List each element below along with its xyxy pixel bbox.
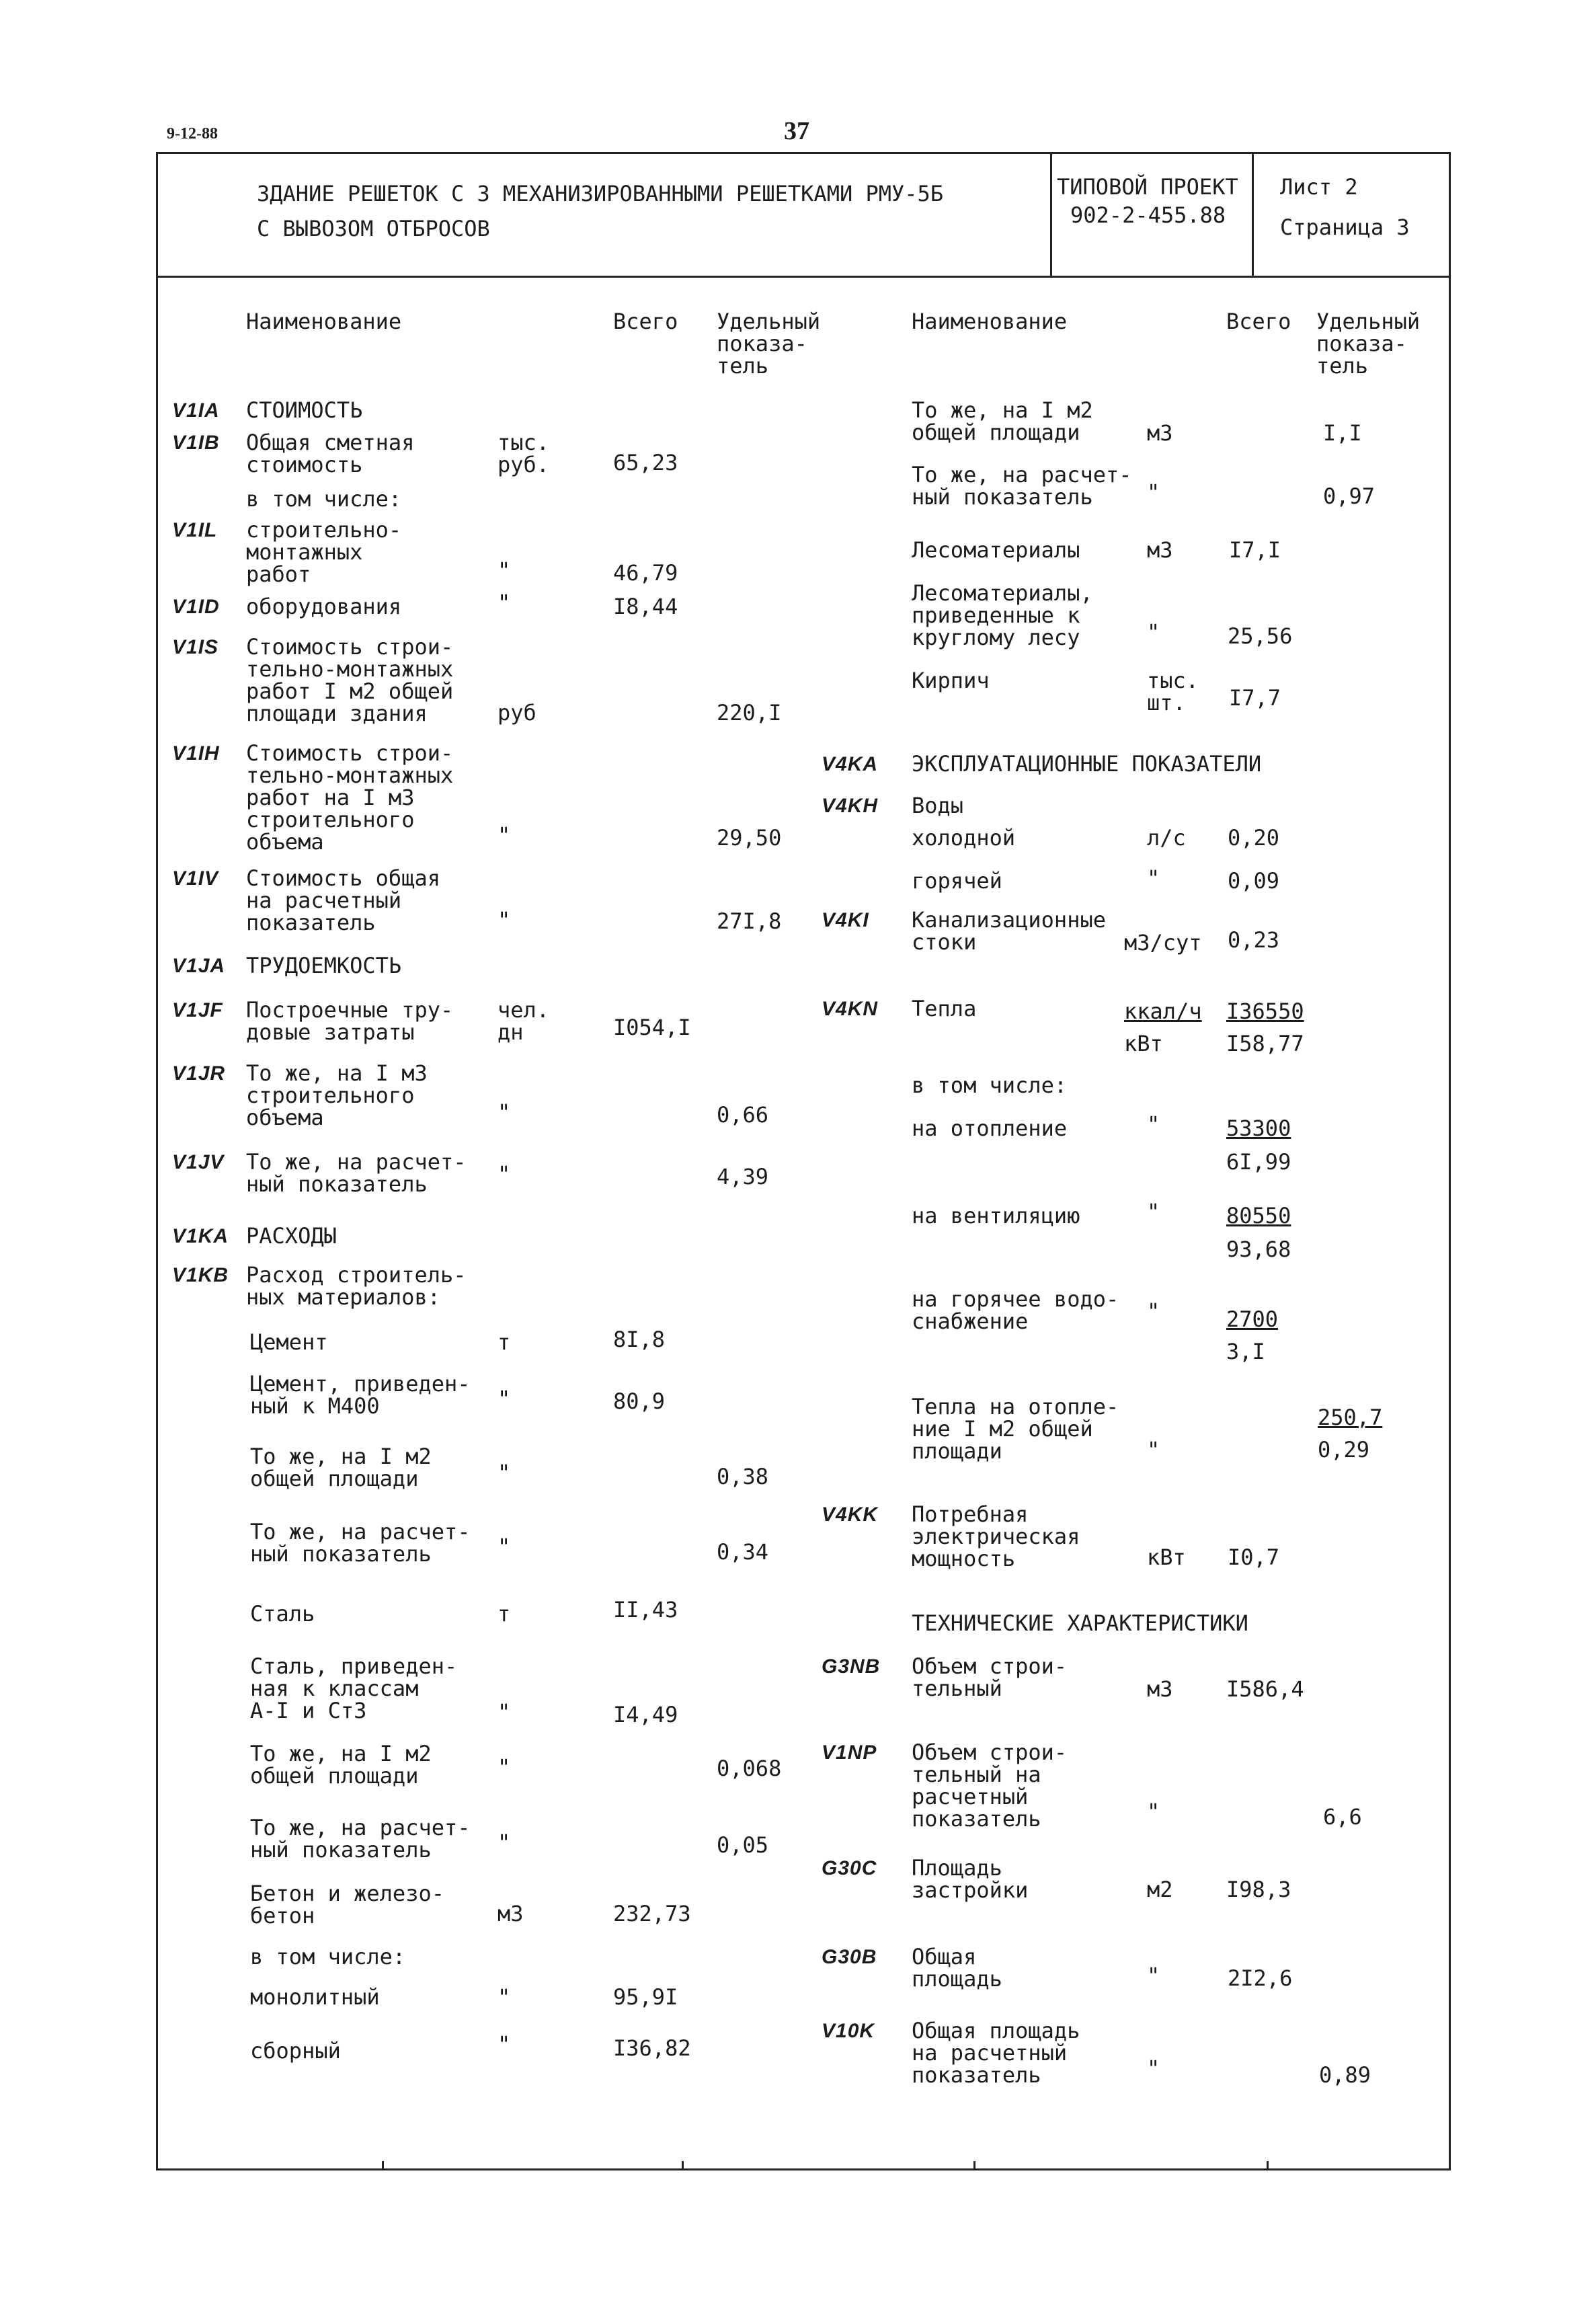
- row-name: РАСХОДЫ: [246, 1223, 337, 1249]
- row-unit: ": [1147, 1799, 1160, 1824]
- row-name: Стоимость строи- тельно-монтажных работ на I м3 строительного объема: [246, 740, 454, 855]
- row-unit: м3: [1147, 537, 1173, 563]
- row-total: II,43: [613, 1597, 678, 1622]
- row-name: Тепла на отопле- ние I м2 общей площади: [912, 1394, 1119, 1464]
- row-code: V1JF: [172, 999, 223, 1021]
- row-total: 8I,8: [613, 1327, 666, 1352]
- row-total: I4,49: [613, 1702, 678, 1727]
- row-name: Сталь: [250, 1601, 315, 1627]
- left-header-name: Наименование: [246, 309, 402, 334]
- right-header-specific: Удельный показа- тель: [1316, 309, 1421, 379]
- right-header-total: Всего: [1226, 309, 1291, 334]
- row-unit: ": [1147, 865, 1160, 891]
- row-total: I0,7: [1228, 1544, 1280, 1570]
- row-total: 95,9I: [613, 1984, 678, 2010]
- left-header-specific: Удельный показа- тель: [717, 309, 821, 379]
- row-total: 80,9: [613, 1388, 666, 1414]
- row-total: I36550: [1226, 999, 1304, 1024]
- row-unit: ": [497, 1460, 511, 1485]
- row-specific: 4,39: [717, 1164, 769, 1189]
- row-unit: ": [1147, 1111, 1160, 1137]
- row-total: 0,20: [1228, 825, 1280, 851]
- row-total: I586,4: [1226, 1676, 1304, 1702]
- frame-tick: [973, 2161, 975, 2170]
- row-unit: тыс. руб.: [497, 430, 550, 477]
- right-header-name: Наименование: [912, 309, 1068, 334]
- row-name: Цемент: [250, 1329, 328, 1355]
- row-unit: тыс. шт.: [1147, 668, 1199, 715]
- row-specific: 0,34: [717, 1539, 769, 1565]
- row-code: V1IH: [172, 742, 220, 765]
- row-unit: ": [497, 1984, 511, 2010]
- row-name: То же, на I м3 строительного объема: [246, 1060, 428, 1130]
- stamp-divider: [156, 276, 1451, 278]
- row-total: 232,73: [613, 1901, 691, 1926]
- row-name: в том числе:: [912, 1072, 1068, 1098]
- row-name: Стоимость строи- тельно-монтажных работ I м2 общей площади здания: [246, 634, 454, 726]
- row-name: Площадь застройки: [912, 1855, 1029, 1903]
- row-code: G30B: [822, 1946, 877, 1968]
- row-total: 80550: [1226, 1203, 1291, 1228]
- row-specific: 6,6: [1323, 1804, 1362, 1830]
- row-unit-secondary: кВт: [1124, 1031, 1163, 1056]
- row-unit: ": [497, 2031, 511, 2057]
- stamp-project-label: ТИПОВОЙ ПРОЕКТ: [1057, 174, 1238, 200]
- row-name: Объем строи- тельный на расчетный показатель: [912, 1739, 1068, 1832]
- row-name: ТРУДОЕМКОСТЬ: [246, 953, 402, 978]
- page-number: 37: [784, 117, 809, 145]
- row-unit: м2: [1147, 1877, 1173, 1902]
- row-specific: 27I,8: [717, 908, 782, 934]
- row-total: 25,56: [1228, 623, 1293, 649]
- row-unit: ": [497, 1099, 511, 1125]
- row-code: V10K: [822, 2020, 875, 2042]
- row-specific: 0,38: [717, 1464, 769, 1489]
- row-specific: 250,7: [1318, 1405, 1383, 1430]
- row-name: Расход строитель- ных материалов:: [246, 1262, 467, 1310]
- row-total: 0,09: [1228, 868, 1280, 894]
- row-unit: т: [497, 1329, 511, 1355]
- row-code: V1IA: [172, 399, 220, 422]
- row-name: ЭКСПЛУАТАЦИОННЫЕ ПОКАЗАТЕЛИ: [912, 751, 1262, 777]
- row-name: Лесоматериалы: [912, 537, 1080, 563]
- row-name: на вентиляцию: [912, 1203, 1080, 1228]
- frame-tick: [1267, 2161, 1269, 2170]
- row-unit: ": [1147, 1298, 1160, 1324]
- row-name: сборный: [250, 2038, 341, 2064]
- row-name: ТЕХНИЧЕСКИЕ ХАРАКТЕРИСТИКИ: [912, 1610, 1248, 1636]
- row-unit: ": [497, 1534, 511, 1559]
- row-unit: кВт: [1147, 1544, 1186, 1570]
- row-specific: 0,068: [717, 1756, 782, 1781]
- row-name: То же, на I м2 общей площади: [250, 1444, 432, 1491]
- row-unit: ": [1147, 2056, 1160, 2081]
- row-unit: ": [1147, 479, 1160, 505]
- row-name: То же, на расчет- ный показатель: [250, 1815, 471, 1863]
- row-name: строительно- монтажных работ: [246, 517, 402, 587]
- row-code: V1KB: [172, 1264, 229, 1286]
- row-unit: чел. дн: [497, 997, 550, 1045]
- row-unit: ": [497, 590, 511, 615]
- row-name: То же, на I м2 общей площади: [912, 397, 1093, 445]
- row-specific: 0,05: [717, 1832, 769, 1858]
- row-code: V1ID: [172, 596, 220, 618]
- stamp-divider-1: [1050, 152, 1052, 277]
- row-total: I7,I: [1229, 537, 1281, 563]
- row-name: в том числе:: [246, 486, 402, 512]
- row-name: То же, на расчет- ный показатель: [912, 462, 1132, 510]
- row-code: V1NP: [822, 1741, 877, 1764]
- row-specific: 220,I: [717, 700, 782, 726]
- document-date: 9-12-88: [167, 125, 218, 143]
- row-code: V1IS: [172, 636, 219, 658]
- row-name: Общая сметная стоимость: [246, 430, 415, 477]
- row-total: 2I2,6: [1228, 1965, 1293, 1991]
- row-name: Сталь, приведен- ная к классам А-I и Ст3: [250, 1653, 458, 1723]
- row-total: I7,7: [1229, 685, 1281, 711]
- row-unit: ": [1147, 1963, 1160, 1988]
- row-specific: 29,50: [717, 825, 782, 851]
- row-total-secondary: 6I,99: [1226, 1149, 1291, 1175]
- row-code: V4KN: [822, 998, 879, 1020]
- row-total: 53300: [1226, 1116, 1291, 1141]
- row-code: G30C: [822, 1857, 877, 1879]
- row-unit: м3: [497, 1901, 524, 1926]
- frame-tick: [682, 2161, 684, 2170]
- row-unit: ": [497, 1386, 511, 1411]
- row-name: Построечные тру- довые затраты: [246, 997, 454, 1045]
- row-name: Общая площадь на расчетный показатель: [912, 2018, 1080, 2088]
- row-code: V1IB: [172, 432, 220, 454]
- row-code: V4KA: [822, 753, 879, 775]
- row-unit: м3: [1147, 1676, 1173, 1702]
- row-total-secondary: I58,77: [1226, 1031, 1304, 1056]
- row-code: V1IV: [172, 867, 219, 890]
- row-name: в том числе:: [250, 1944, 406, 1969]
- row-total: I36,82: [613, 2035, 691, 2061]
- row-unit: ": [497, 557, 511, 583]
- row-code: V1JA: [172, 955, 226, 977]
- row-name: Тепла: [912, 996, 977, 1021]
- row-specific: 0,97: [1323, 483, 1375, 509]
- frame-tick: [382, 2161, 384, 2170]
- row-name: на отопление: [912, 1116, 1068, 1141]
- row-code: V1IL: [172, 519, 218, 541]
- row-name: То же, на I м2 общей площади: [250, 1741, 432, 1789]
- row-code: V1JR: [172, 1062, 226, 1085]
- stamp-divider-2: [1252, 152, 1254, 277]
- row-unit: м3: [1147, 420, 1173, 446]
- row-name: Объем строи- тельный: [912, 1653, 1068, 1701]
- row-name: Канализационные стоки: [912, 907, 1106, 955]
- row-code: V4KH: [822, 795, 879, 817]
- row-unit: руб: [497, 700, 536, 726]
- row-total-secondary: 3,I: [1226, 1339, 1265, 1364]
- row-unit: м3/сут: [1124, 930, 1202, 955]
- row-name: горячей: [912, 868, 1002, 894]
- stamp-sheet: Лист 2: [1280, 174, 1358, 200]
- row-name: Бетон и железо- бетон: [250, 1881, 444, 1928]
- stamp-project-number: 902-2-455.88: [1070, 202, 1226, 228]
- row-unit: ": [497, 907, 511, 933]
- row-name: на горячее водо- снабжение: [912, 1286, 1119, 1334]
- row-name: монолитный: [250, 1984, 380, 2010]
- row-code: G3NB: [822, 1655, 881, 1678]
- row-unit: ": [497, 1830, 511, 1855]
- row-name: Кирпич: [912, 668, 990, 693]
- row-total-secondary: 93,68: [1226, 1237, 1291, 1262]
- row-total: 46,79: [613, 560, 678, 586]
- row-code: V4KK: [822, 1503, 879, 1526]
- row-unit: ": [497, 1699, 511, 1725]
- row-total: 65,23: [613, 450, 678, 475]
- row-name: Общая площадь: [912, 1944, 1002, 1992]
- row-name: Цемент, приведен- ный к М400: [250, 1371, 471, 1419]
- left-header-total: Всего: [613, 309, 678, 334]
- row-total: 0,23: [1228, 927, 1280, 953]
- row-specific-secondary: 0,29: [1318, 1437, 1370, 1462]
- row-unit: ": [1147, 1437, 1160, 1462]
- stamp-page: Страница 3: [1280, 214, 1410, 240]
- row-specific: 0,89: [1319, 2062, 1371, 2088]
- row-unit: ": [497, 1754, 511, 1780]
- row-unit: ": [497, 1161, 511, 1187]
- row-code: V1JV: [172, 1151, 225, 1173]
- row-name: Потребная электрическая мощность: [912, 1501, 1080, 1571]
- row-unit: ": [1147, 619, 1160, 645]
- row-name: Стоимость общая на расчетный показатель: [246, 865, 440, 935]
- row-unit: л/с: [1147, 825, 1186, 851]
- row-code: V4KI: [822, 909, 869, 931]
- row-total: I8,44: [613, 594, 678, 619]
- stamp-title-line1: ЗДАНИЕ РЕШЕТОК С 3 МЕХАНИЗИРОВАННЫМИ РЕШЕТКАМИ РМУ-5Б: [257, 181, 944, 206]
- row-name: Воды: [912, 793, 964, 818]
- row-name: Лесоматериалы, приведенные к круглому лесу: [912, 580, 1093, 650]
- row-total: I98,3: [1226, 1877, 1291, 1902]
- row-name: оборудования: [246, 594, 402, 619]
- row-unit: ккал/ч: [1124, 999, 1202, 1024]
- row-unit: ": [497, 822, 511, 848]
- row-name: То же, на расчет- ный показатель: [250, 1519, 471, 1567]
- row-total: 2700: [1226, 1306, 1279, 1332]
- row-code: V1KA: [172, 1225, 229, 1247]
- row-specific: 0,66: [717, 1102, 769, 1128]
- row-unit: т: [497, 1601, 511, 1627]
- row-specific: I,I: [1323, 420, 1362, 446]
- row-name: холодной: [912, 825, 1016, 851]
- row-name: То же, на расчет- ный показатель: [246, 1149, 467, 1197]
- row-name: СТОИМОСТЬ: [246, 397, 363, 423]
- row-total: I054,I: [613, 1015, 691, 1040]
- row-unit: ": [1147, 1199, 1160, 1224]
- stamp-title-line2: С ВЫВОЗОМ ОТБРОСОВ: [257, 216, 490, 241]
